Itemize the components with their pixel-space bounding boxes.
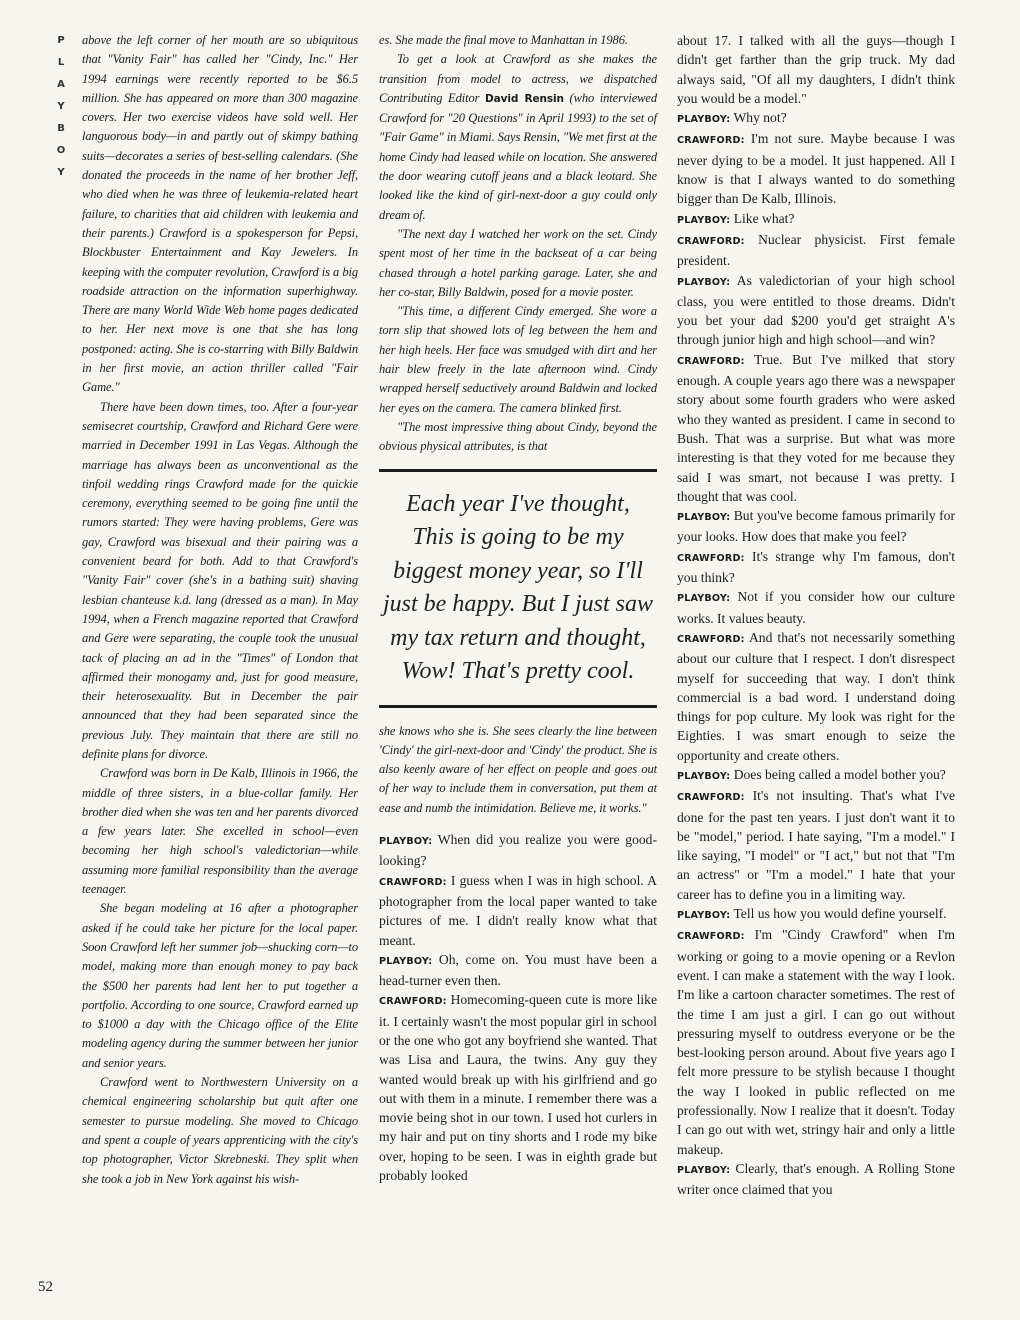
qa-entry: CRAWFORD: I guess when I was in high school. A photographer from the local paper wanted to take pictures of me. I didn't really know what that meant. <box>379 872 657 948</box>
intro-paragraph: she knows who she is. She sees clearly the line between 'Cindy' the girl-next-door and 'Cindy' the product. She is also keenly aware of her effect on people and goes out of her way to include them in conversation, put them at ease and numb the intimidation. Believe me, it works." <box>379 723 657 815</box>
intro-paragraph: To get a look at Crawford as she makes the transition from model to actress, we dispatched Contributing Editor David Rensin (who interviewed Crawford for "20 Questions" in April 1993) to the set of "Fair Game" in Miami. Says Rensin, "We met first at the home Cindy had leased while on location. She answered the door wearing cutoff jeans and a black leotard. She looked like the kind of girl-next-door a guy could only dream of. <box>379 52 657 222</box>
qa-entry: PLAYBOY: Not if you consider how our culture works. It values beauty. <box>677 589 955 626</box>
speaker-label: PLAYBOY: <box>677 114 731 126</box>
intro-paragraph: "This time, a different Cindy emerged. She wore a torn slip that showed lots of leg between the hem and her high heels. Her face was smudged with dirt and her hair blew freely in the late afternoon wind. Cindy wrapped herself seductively around Baldwin and locked her eyes on the camera. The camera blinked first. <box>379 304 657 415</box>
speaker-label: CRAWFORD: <box>677 931 745 943</box>
qa-entry: CRAWFORD: It's not insulting. That's what I've done for the past ten years. I just don't want it to be "model," period. I hate saying, "I'm a model." I like saying, "I model" or "I act," but not that "I'm an actress" or "I'm a model." I hate that your career has to define you in a limiting way. <box>677 788 955 902</box>
qa-entry: PLAYBOY: Clearly, that's enough. A Rolling Stone writer once claimed that you <box>677 1160 955 1198</box>
speaker-label: PLAYBOY: <box>677 512 731 524</box>
qa-entry: CRAWFORD: It's strange why I'm famous, don't you think? <box>677 548 955 586</box>
column-1 <box>82 31 358 1189</box>
speaker-label: PLAYBOY: <box>677 593 731 605</box>
intro-paragraph: "The most impressive thing about Cindy, beyond the obvious physical attributes, is that <box>379 419 657 454</box>
editor-name: David Rensin <box>485 92 564 105</box>
intro-paragraph: Crawford went to Northwestern University on a chemical engineering scholarship but quit after one semester to pursue modeling. She moved to Chicago and spent a couple of years apprenticing with the city's top photographer, Victor Skrebneski. They split when she took a job in New York against his wish- <box>82 1075 358 1186</box>
qa-entry: CRAWFORD: I'm not sure. Maybe because I was never dying to be a model. It just happened. All I know is that I always wanted to do something bigger than De Kalb, Illinois. <box>677 131 956 207</box>
qa-entry: PLAYBOY: When did you realize you were good-looking? <box>379 832 658 869</box>
qa-entry: CRAWFORD: Nuclear physicist. First female president. <box>677 231 955 269</box>
qa-entry: CRAWFORD: I'm "Cindy Crawford" when I'm working or going to a movie opening or a Revlon event. I can make a statement with the way I look. I'm like a cartoon character sometimes. The rest of the time I am just a girl. I can go out without pressuring myself to outdress everyone or be the best-looking person around. About five years ago I felt more pressure to be stylish because I thought the way I looked in public reflected on me professionally. Now I realize that it doesn't. Today I can go out with wet, stringy hair and only a little makeup. <box>677 927 956 1157</box>
qa-continuation: about 17. I talked with all the guys—though I didn't get farther than the grip truck. My dad always said, "Of all my daughters, I didn't think you would be a model." <box>677 33 955 106</box>
qa-entry: PLAYBOY: Does being called a model bother you? <box>677 766 946 782</box>
speaker-label: PLAYBOY: <box>379 836 433 848</box>
speaker-label: CRAWFORD: <box>677 792 745 804</box>
speaker-label: PLAYBOY: <box>379 955 433 967</box>
speaker-label: CRAWFORD: <box>677 235 745 247</box>
speaker-label: CRAWFORD: <box>677 135 745 147</box>
speaker-label: PLAYBOY: <box>677 910 731 922</box>
qa-entry: PLAYBOY: Why not? <box>677 110 787 126</box>
qa-entry: PLAYBOY: Oh, come on. You must have been a head-turner even then. <box>379 951 657 989</box>
qa-entry: PLAYBOY: As valedictorian of your high school class, you were entitled to those dreams. Didn't you bet your dad $200 you'd get straight A's through junior high and high school—and win? <box>677 272 955 348</box>
speaker-label: CRAWFORD: <box>677 355 745 367</box>
intro-paragraph: above the left corner of her mouth are so ubiquitous that "Vanity Fair" has called her "Cindy, Inc." Her 1994 earnings were recently reported to be $6.5 million. She has appeared on more than 300 magazine covers. Her two exercise videos have sold well. Her languorous body—in and partly out of skimpy bathing suits—decorates a series of best-selling calendars. (She donated the proceeds in the name of her brother Jeff, who died when he was three of leukemia-related heart failure, to charities that aid children with leukemia and their parents.) Crawford is a spokesperson for Pepsi, Blockbuster Entertainment and Kay Jewelers. In keeping with the computer revolution, Crawford is a big roadside attraction on the information superhighway. There are many World Wide Web home pages dedicated to her. Her next move is one that she has long postponed: acting. She is co-starring with Billy Baldwin in her first movie, an action thriller called "Fair Game." <box>82 33 358 395</box>
speaker-label: CRAWFORD: <box>677 552 745 564</box>
intro-paragraph: There have been down times, too. After a four-year semisecret courtship, Crawford and Richard Gere were married in December 1991 in Las Vegas. Although the marriage has always been as unconventional as the tinfoil wedding rings Crawford made for the quickie ceremony, everything seemed to be going fine until the rumors started: They were having problems, Gere was gay, Crawford was bisexual and their pairing was a convenient beard for both. Add to that Crawford's "Vanity Fair" cover (she's in a bathing suit) shaving lesbian chanteuse k.d. lang (dressed as a man). In May 1994, when a French magazine reported that Crawford and Gere were separating, the couple took the unusual tack of placing an ad in the "Times" of London that affirmed their monogamy and, just for good measure, their heterosexuality. But in December the pair announced that they had been separated since the previous July. They maintain that there are still no definite plans for divorce. <box>82 399 358 761</box>
interview-qa <box>379 830 657 1185</box>
qa-entry: CRAWFORD: True. But I've milked that story enough. A couple years ago there was a newspaper story about some fourth graders who were asked who they wanted as president. I came in second to Bush. That was a surprise. But what was more interesting is that they voted for me because they said I was smart, not because I was pretty. I thought that was cool. <box>677 351 955 504</box>
intro-paragraph: She began modeling at 16 after a photographer asked if he could take her picture for the local paper. Soon Crawford left her summer job—shucking corn—to model, making more than enough money to pay back the $500 her parents had lent her to put together a portfolio. According to one source, Crawford earned up to $1000 a day with the Chicago office of the Elite modeling agency during the summer between her junior and senior years. <box>82 901 358 1070</box>
intro-paragraph: es. She made the final move to Manhattan in 1986. <box>379 33 628 47</box>
qa-entry: PLAYBOY: Like what? <box>677 210 795 226</box>
column-3 <box>677 31 955 1200</box>
speaker-label: CRAWFORD: <box>379 876 447 888</box>
qa-entry: CRAWFORD: And that's not necessarily something about our culture that I respect. I don't disrespect myself for succeeding that way. I don't think commercial is a bad word. I understand doing things for pop culture. My look was right for the Eighties. I was smart enough to seize the opportunity and create others. <box>677 629 955 763</box>
speaker-label: CRAWFORD: <box>677 633 745 645</box>
intro-paragraph: Crawford was born in De Kalb, Illinois in 1966, the middle of three sisters, in a blue-collar family. Her brother died when she was ten and her parents divorced a few years later. She excelled in school—even becoming her high school's valedictorian—while assuming more familial responsibility than the average teenager. <box>82 766 358 897</box>
column-2 <box>379 31 657 1185</box>
speaker-label: PLAYBOY: <box>677 214 731 226</box>
intro-paragraph: "The next day I watched her work on the set. Cindy spent most of her time in the backseat of a car being chased through a hotel parking garage. Later, she and her co-star, Billy Baldwin, posed for a movie poster. <box>379 226 657 299</box>
speaker-label: PLAYBOY: <box>677 770 731 782</box>
pull-quote: Each year I've thought, This is going to be my biggest money year, so I'll just be happy. But I just saw my tax return and thought, Wow! That's pretty cool. <box>379 469 657 708</box>
speaker-label: PLAYBOY: <box>677 1164 731 1176</box>
qa-entry: CRAWFORD: Homecoming-queen cute is more like it. I certainly wasn't the most popular girl in school or the one who got any boyfriend she wanted. That was Lisa and Laura, the twins. Any guy they wanted would break up with his girlfriend and go out with them in a minute. I remember there was a movie being shot in our town. I used hot curlers in my hair and put on tiny shorts and I rode my bike over, hoping to be seen. I was in eighth grade but probably looked <box>379 992 657 1184</box>
speaker-label: PLAYBOY: <box>677 276 731 288</box>
page-number: 52 <box>38 1279 53 1295</box>
qa-entry: PLAYBOY: But you've become famous primarily for your looks. How does that make you feel? <box>677 508 955 545</box>
magazine-side-title: P L A Y B O Y <box>56 35 66 178</box>
speaker-label: CRAWFORD: <box>379 996 447 1008</box>
qa-entry: PLAYBOY: Tell us how you would define yourself. <box>677 906 947 922</box>
